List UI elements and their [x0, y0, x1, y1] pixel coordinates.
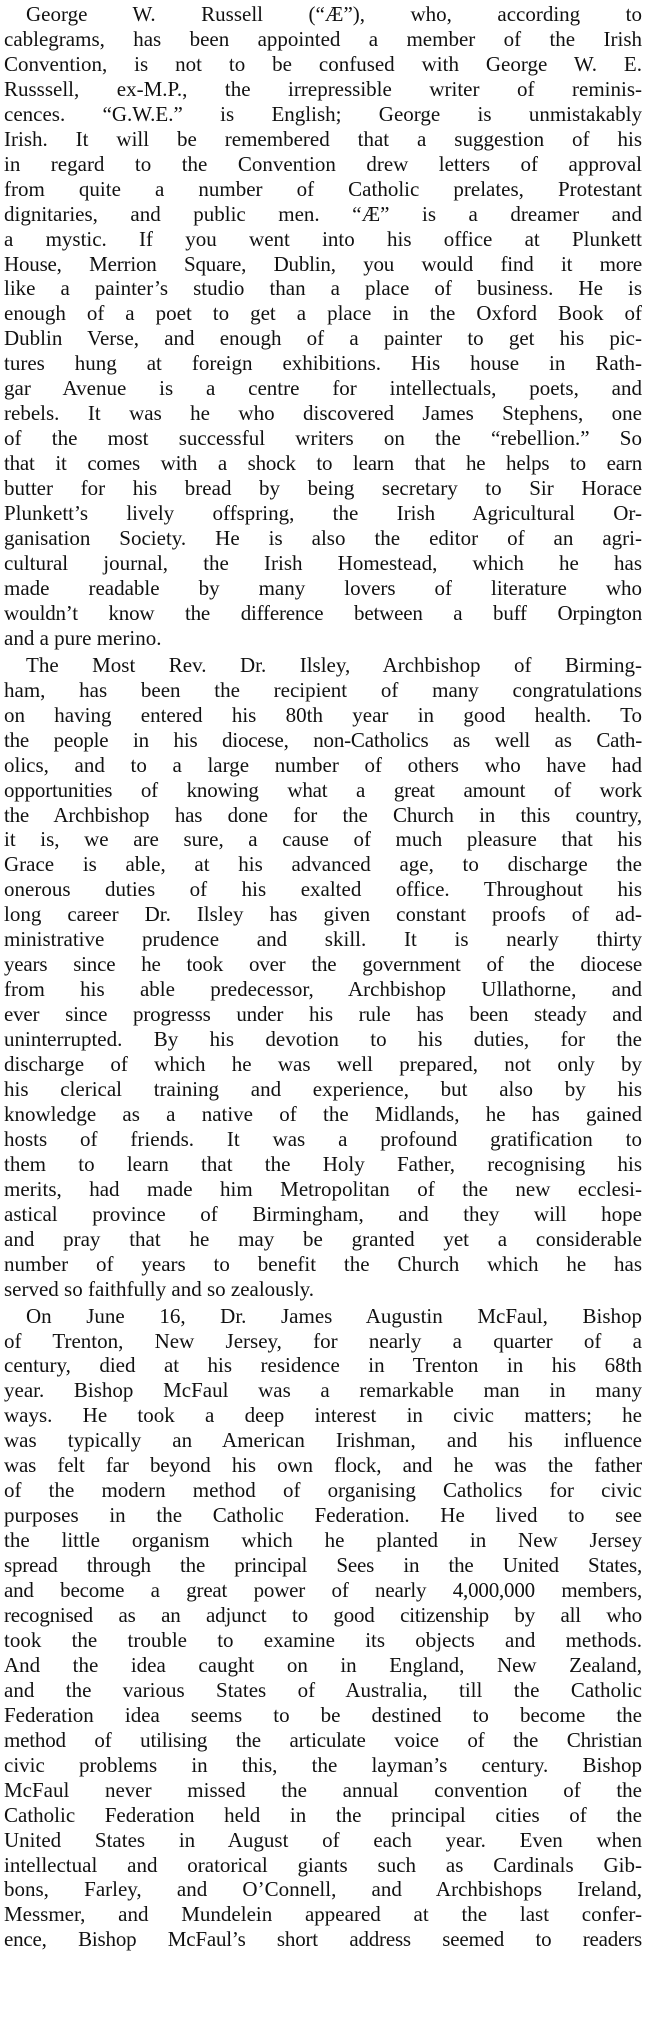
text-line: the little organism which he planted in New Jersey [4, 1528, 642, 1553]
text-line: ham, has been the recipient of many congratulations [4, 677, 642, 702]
text-line: served so faithfully and so zealously. [4, 1276, 315, 1301]
text-line: ministrative prudence and skill. It is nearly thirty [4, 927, 642, 952]
text-line: the Archbishop has done for the Church in this country, [4, 802, 642, 827]
text-line: ways. He took a deep interest in civic matters; he [4, 1403, 642, 1428]
text-line: House, Merrion Square, Dublin, you would find it more [4, 251, 642, 276]
text-line: cablegrams, has been appointed a member of the Irish [4, 26, 642, 51]
text-line: from quite a number of Catholic prelates, Protestant [4, 176, 642, 201]
paragraph-mcfaul [4, 1304, 642, 1953]
text-line: bons, Farley, and O’Connell, and Archbishops Ireland, [4, 1877, 642, 1902]
text-line: butter for his bread by being secretary to Sir Horace [4, 476, 642, 501]
text-line: it is, we are sure, a cause of much pleasure that his [4, 827, 642, 852]
text-line: like a painter’s studio than a place of business. He is [4, 276, 642, 301]
text-line: discharge of which he was well prepared, not only by [4, 1052, 642, 1077]
text-line: in regard to the Convention drew letters of approval [4, 151, 642, 176]
text-line: Catholic Federation held in the principal cities of the [4, 1802, 642, 1827]
text-line: Plunkett’s lively offspring, the Irish Agricultural Or- [4, 501, 642, 526]
text-line: number of years to benefit the Church which he has [4, 1251, 642, 1276]
text-line: The Most Rev. Dr. Ilsley, Archbishop of Birming- [26, 652, 642, 677]
text-line: ence, Bishop McFaul’s short address seemed to readers [4, 1927, 642, 1952]
text-line: onerous duties of his exalted office. Throughout his [4, 877, 642, 902]
text-line: a mystic. If you went into his office at Plunkett [4, 226, 642, 251]
text-line: of the most successful writers on the “rebellion.” So [4, 426, 642, 451]
text-line: On June 16, Dr. James Augustin McFaul, Bishop [26, 1303, 642, 1328]
text-line: Dublin Verse, and enough of a painter to get his pic- [4, 326, 642, 351]
text-line: Convention, is not to be confused with George W. E. [4, 51, 642, 76]
text-line: And the idea caught on in England, New Zealand, [4, 1652, 642, 1677]
text-line: hosts of friends. It was a profound gratification to [4, 1126, 642, 1151]
text-line: years since he took over the government of the diocese [4, 952, 642, 977]
text-line: United States in August of each year. Even when [4, 1827, 642, 1852]
text-line: recognised as an adjunct to good citizenship by all who [4, 1603, 642, 1627]
paragraph-russell [4, 2, 642, 651]
text-line: that it comes with a shock to learn that he helps to earn [4, 451, 642, 476]
text-line: cences. “G.W.E.” is English; George is unmistakably [4, 101, 642, 126]
text-line: Russsell, ex-M.P., the irrepressible writer of reminis- [4, 76, 642, 101]
text-line: wouldn’t know the difference between a buff Orpington [4, 600, 642, 625]
text-line: uninterrupted. By his devotion to his duties, for the [4, 1027, 642, 1052]
text-line: on having entered his 80th year in good health. To [4, 702, 642, 727]
text-line: his clerical training and experience, but also by his [4, 1076, 642, 1101]
text-line: and a pure merino. [4, 625, 162, 650]
text-line: long career Dr. Ilsley has given constant proofs of ad- [4, 902, 642, 927]
text-line: century, died at his residence in Trenton in his 68th [4, 1353, 642, 1378]
text-line: tures hung at foreign exhibitions. His house in Rath- [4, 351, 642, 376]
text-line: and pray that he may be granted yet a considerable [4, 1226, 642, 1251]
text-line: rebels. It was he who discovered James Stephens, one [4, 401, 642, 426]
text-line: opportunities of knowing what a great amount of work [4, 777, 642, 802]
text-line: Federation idea seems to be destined to become the [4, 1702, 642, 1727]
text-line: olics, and to a large number of others who have had [4, 752, 642, 777]
text-line: dignitaries, and public men. “Æ” is a dreamer and [4, 201, 642, 226]
text-line: gar Avenue is a centre for intellectuals, poets, and [4, 376, 642, 401]
text-line: made readable by many lovers of literature who [4, 575, 642, 600]
text-line: of Trenton, New Jersey, for nearly a quarter of a [4, 1328, 642, 1353]
text-line: the people in his diocese, non-Catholics as well as Cath- [4, 727, 642, 752]
text-line: intellectual and oratorical giants such as Cardinals Gib- [4, 1852, 642, 1877]
text-line: McFaul never missed the annual convention of the [4, 1777, 642, 1802]
text-line: was felt far beyond his own flock, and he was the father [4, 1453, 642, 1478]
article-column [4, 2, 642, 1954]
text-line: them to learn that the Holy Father, recognising his [4, 1151, 642, 1176]
text-line: and the various States of Australia, till the Catholic [4, 1677, 642, 1702]
text-line: Irish. It will be remembered that a suggestion of his [4, 126, 642, 151]
paragraph-ilsley [4, 653, 642, 1302]
text-line: was typically an American Irishman, and his influence [4, 1428, 642, 1453]
text-line: spread through the principal Sees in the United States, [4, 1553, 642, 1578]
text-line: ever since progresss under his rule has been steady and [4, 1002, 642, 1027]
text-line: enough of a poet to get a place in the Oxford Book of [4, 301, 642, 326]
text-line: of the modern method of organising Catholics for civic [4, 1478, 642, 1503]
text-line: took the trouble to examine its objects and methods. [4, 1627, 642, 1652]
text-line: civic problems in this, the layman’s century. Bishop [4, 1752, 642, 1777]
text-line: and become a great power of nearly 4,000,000 members, [4, 1578, 642, 1603]
text-line: ganisation Society. He is also the editor of an agri- [4, 526, 642, 551]
text-line: George W. Russell (“Æ”), who, according to [26, 2, 642, 26]
text-line: year. Bishop McFaul was a remarkable man in many [4, 1378, 642, 1403]
text-line: from his able predecessor, Archbishop Ullathorne, and [4, 977, 642, 1002]
text-line: merits, had made him Metropolitan of the new ecclesi- [4, 1176, 642, 1201]
text-line: purposes in the Catholic Federation. He lived to see [4, 1503, 642, 1528]
text-line: Grace is able, at his advanced age, to discharge the [4, 852, 642, 877]
text-line: knowledge as a native of the Midlands, he has gained [4, 1101, 642, 1126]
text-line: cultural journal, the Irish Homestead, which he has [4, 550, 642, 575]
text-line: astical province of Birmingham, and they will hope [4, 1201, 642, 1226]
text-line: method of utilising the articulate voice of the Christian [4, 1727, 642, 1752]
text-line: Messmer, and Mundelein appeared at the last confer- [4, 1902, 642, 1927]
